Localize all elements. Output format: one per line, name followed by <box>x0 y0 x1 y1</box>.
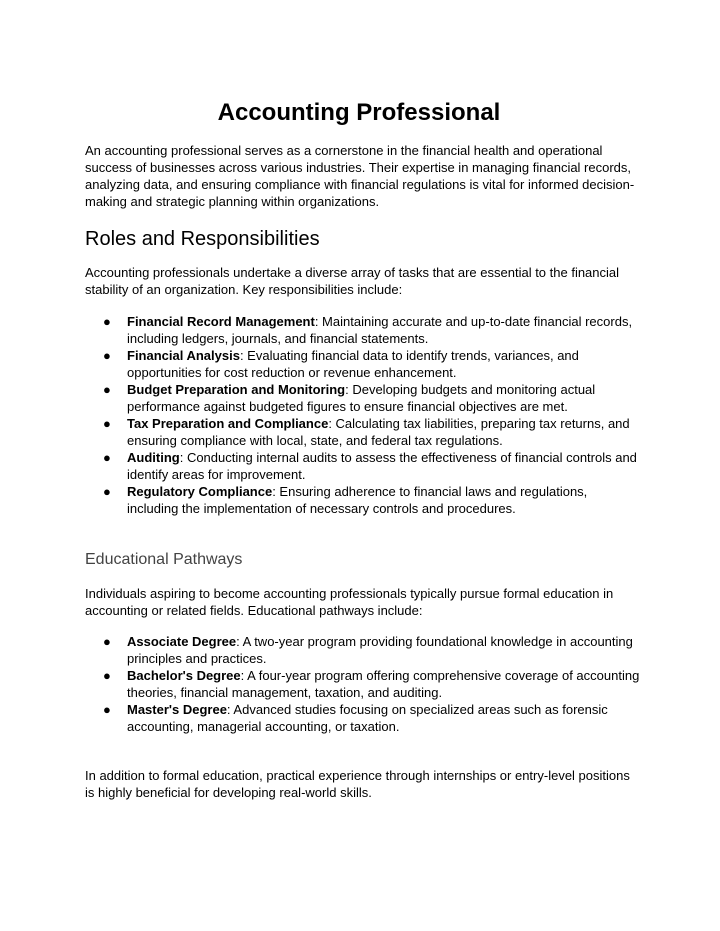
list-item <box>85 381 640 415</box>
bullet-icon: ● <box>103 416 111 431</box>
roles-intro-paragraph: Accounting professionals undertake a diverse array of tasks that are essential to the financial stability of an organization. Key responsibilities include: <box>85 265 620 297</box>
bullet-icon: ● <box>103 450 111 465</box>
list-item-desc: : A two-year program providing foundational knowledge in accounting principles and practices. <box>127 634 633 666</box>
education-list <box>85 633 640 735</box>
closing-paragraph: In addition to formal education, practical experience through internships or entry-level positions is highly beneficial for developing real-world skills. <box>85 768 630 800</box>
education-intro-paragraph: Individuals aspiring to become accounting professionals typically pursue formal education in accounting or related fields. Educational pathways include: <box>85 586 614 618</box>
list-item-desc: : Evaluating financial data to identify trends, variances, and opportunities for cost reduction or revenue enhancement. <box>127 348 579 380</box>
bullet-icon: ● <box>103 668 111 683</box>
list-item-term: Financial Record Management <box>127 314 315 329</box>
list-item-term: Tax Preparation and Compliance <box>127 416 329 431</box>
list-item-term: Regulatory Compliance <box>127 484 273 499</box>
list-item <box>85 483 640 517</box>
list-item-term: Auditing <box>127 450 180 465</box>
list-item-term: Bachelor's Degree <box>127 668 241 683</box>
list-item <box>85 313 640 347</box>
list-item-term: Financial Analysis <box>127 348 240 363</box>
page-title: Accounting Professional <box>217 99 501 126</box>
list-item-term: Budget Preparation and Monitoring <box>127 382 346 397</box>
education-heading: Educational Pathways <box>85 551 243 568</box>
bullet-icon: ● <box>103 382 111 397</box>
list-item <box>85 667 640 701</box>
roles-heading: Roles and Responsibilities <box>85 228 320 250</box>
list-item-term: Master's Degree <box>127 702 227 717</box>
list-item-desc: : A four-year program offering comprehensive coverage of accounting theories, financial management, taxation, and auditing. <box>127 668 640 700</box>
list-item <box>85 347 640 381</box>
list-item <box>85 415 640 449</box>
bullet-icon: ● <box>103 314 111 329</box>
list-item-desc: : Calculating tax liabilities, preparing tax returns, and ensuring compliance with local, state, and federal tax regulations. <box>127 416 630 448</box>
list-item-desc: : Conducting internal audits to assess the effectiveness of financial controls and identify areas for improvement. <box>127 450 637 482</box>
list-item-desc: : Advanced studies focusing on specialized areas such as forensic accounting, managerial accounting, or taxation. <box>127 702 608 734</box>
bullet-icon: ● <box>103 702 111 717</box>
intro-paragraph: An accounting professional serves as a cornerstone in the financial health and operational success of businesses across various industries. Their expertise in managing financial records, analyzing data, and ensuring compliance with financial regulations is vital for informed decision-making and strategic planning within organizations. <box>85 143 635 209</box>
list-item-desc: : Maintaining accurate and up-to-date financial records, including ledgers, journals, and financial statements. <box>127 314 633 346</box>
list-item <box>85 701 640 735</box>
list-item-desc: : Ensuring adherence to financial laws and regulations, including the implementation of necessary controls and procedures. <box>127 484 588 516</box>
bullet-icon: ● <box>103 348 111 363</box>
bullet-icon: ● <box>103 484 111 499</box>
list-item-desc: : Developing budgets and monitoring actual performance against budgeted figures to ensure financial objectives are met. <box>127 382 596 414</box>
roles-list <box>85 313 640 517</box>
bullet-icon: ● <box>103 634 111 649</box>
list-item <box>85 449 640 483</box>
list-item <box>85 633 640 667</box>
list-item-term: Associate Degree <box>127 634 237 649</box>
